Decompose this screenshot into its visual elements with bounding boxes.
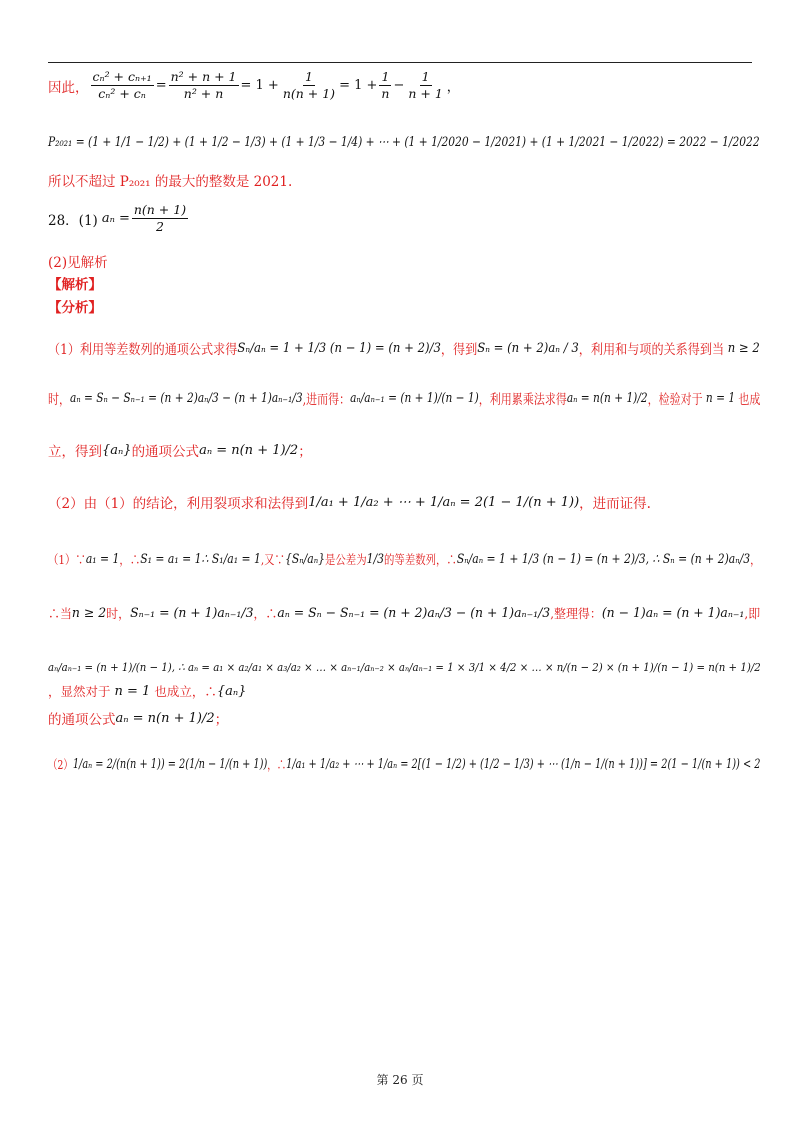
line-proof-2: （2） 1/aₙ = 2/(n(n + 1)) = 2(1/n − 1/(n + 1)) ，∴ 1/a₁ + 1/a₂ + ⋯ + 1/aₙ = 2[(1 − 1/2) + (1/2 − 1/3) + ⋯ (1/n − 1/(n + 1))] = 2(1 − 1/(n + 1)) < 2 <box>48 756 761 772</box>
fraction-one-over-nn1: $\frac{1}{n(n + 1)}$ <box>282 69 336 102</box>
fraction-one-over-n: $\frac{1}{n}$ <box>381 69 390 102</box>
line-proof-1d: 的通项公式 aₙ = n(n + 1)/2 ； <box>48 710 229 728</box>
question-number: 28．(1) <box>48 212 98 229</box>
line-analysis-2: （2）由（1）的结论，利用裂项求和法得到 1/a₁ + 1/a₂ + ⋯ + 1/aₙ = 2(1 − 1/(n + 1)) ，进而证得. <box>48 494 651 512</box>
line-proof-1c: aₙ/aₙ₋₁ = (n + 1)/(n − 1) , ∴ aₙ = a₁ × a₂/a₁ × a₃/a₂ × … × aₙ₋₁/aₙ₋₂ × aₙ/aₙ₋₁ = 1 × 3/1 × 4/2 × … × n/(n − 2) × (n + 1)/(n − 1) = n(n + 1)/2 <box>48 660 761 674</box>
line-analysis-1a: （1）利用等差数列的通项公式求得 Sₙ/aₙ = 1 + 1/3 (n − 1) = (n + 2)/3 ，得到 Sₙ = (n + 2)aₙ / 3 ，利用和与项的关系得到当 n ≥ 2 <box>48 340 760 358</box>
fraction-one-over-n1: $\frac{1}{n + 1}$ <box>408 69 443 102</box>
line-analysis-1c: 立，得到 {aₙ} 的通项公式 aₙ = n(n + 1)/2 ； <box>48 442 312 460</box>
line-proof-1a: （1）∵ a₁ = 1 ，∴ S₁ = a₁ = 1 ∴ S₁/a₁ = 1 ,又∵ {Sₙ/aₙ} 是公差为 1/3 的等差数列，∴ Sₙ/aₙ = 1 + 1/3 (n − 1) = (n + 2)/3 , ∴ Sₙ = (n + 2)aₙ/3 ， <box>48 551 761 567</box>
line-q28-answer2 <box>48 251 108 271</box>
fraction-c-ratio: $\frac{\text{cₙ² + cₙ₊₁}}{\text{cₙ² + cₙ}}$ <box>92 69 152 102</box>
text-therefore: 因此， <box>48 79 89 96</box>
header-rule <box>48 62 752 63</box>
line-conclusion-ratio: 因此， $\frac{\text{cₙ² + cₙ₊₁}}{\text{cₙ² + cₙ}}$ = $\frac{\text{n² + n + 1}}{\text{n² + n}}$ = 1 + $\frac{1}{n(n + 1)}$ = 1 + $\frac{1}{n}$ − $\frac{1}{n + 1}$ ， <box>48 69 460 102</box>
fraction-an-formula: $\frac{n(n + 1)}{2}$ <box>133 202 187 235</box>
heading-solution: 【解析】 <box>48 277 102 293</box>
math-p2021-expression: P₂₀₂₁ = (1 + 1/1 − 1/2) + (1 + 1/2 − 1/3) + (1 + 1/3 − 1/4) + ⋯ + (1 + 1/2020 − 1/2021) + (1 + 1/2021 − 1/2022) = 2022 − 1/2022 <box>48 135 760 150</box>
line-q28-answer1: 28．(1) aₙ = $\frac{n(n + 1)}{2}$ <box>48 202 187 235</box>
line-analysis-1b: 时， aₙ = Sₙ − Sₙ₋₁ = (n + 2)aₙ/3 − (n + 1)aₙ₋₁/3 ,进而得： aₙ/aₙ₋₁ = (n + 1)/(n − 1) ，利用累乘法求得 aₙ = n(n + 1)/2 ，检验对于 n = 1 也成 <box>48 390 761 408</box>
fraction-n-ratio: $\frac{\text{n² + n + 1}}{\text{n² + n}}$ <box>170 69 237 102</box>
page-number: 第 26 页 <box>376 1073 424 1087</box>
text-max-integer: 所以不超过 P₂₀₂₁ 的最大的整数是 2021. <box>48 174 293 190</box>
line-max-integer <box>48 170 292 190</box>
line-solution-heading <box>48 273 102 293</box>
line-proof-1b: ∴当 n ≥ 2 时， Sₙ₋₁ = (n + 1)aₙ₋₁/3 ，∴ aₙ = Sₙ − Sₙ₋₁ = (n + 2)aₙ/3 − (n + 1)aₙ₋₁/3 ,整理得： (n − 1)aₙ = (n + 1)aₙ₋₁ ,即 <box>48 605 761 621</box>
text-see-solution: (2)见解析 <box>48 255 108 271</box>
line-analysis-heading <box>48 296 102 316</box>
heading-analysis: 【分析】 <box>48 300 102 316</box>
line-p2021-sum <box>48 135 760 150</box>
line-proof-1c-tail: ，显然对于 n = 1 也成立，∴ {aₙ} <box>48 683 247 699</box>
